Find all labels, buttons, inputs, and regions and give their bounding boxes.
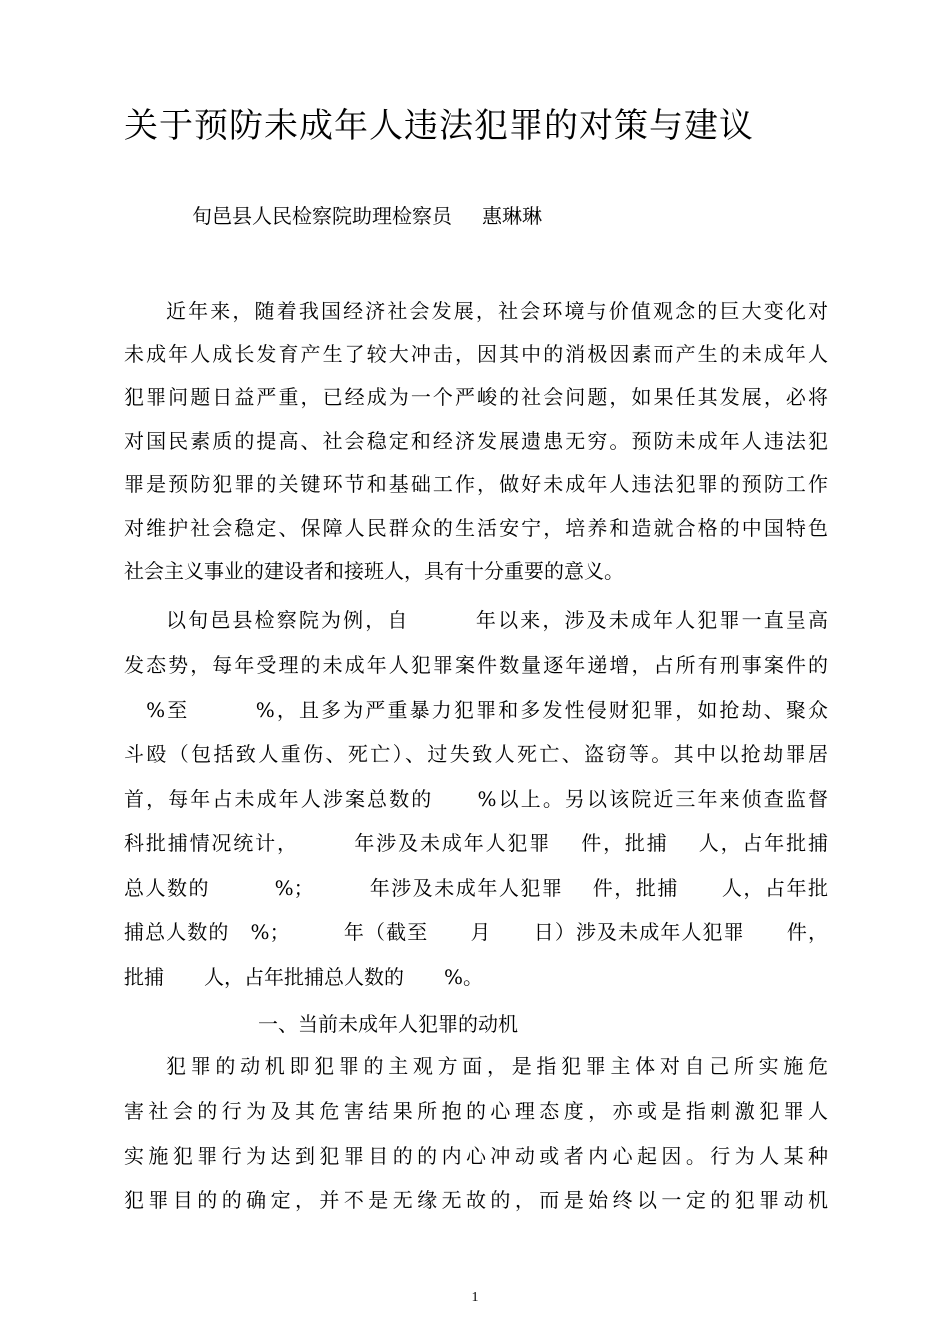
paragraph-line: 社会主义事业的建设者和接班人，具有十分重要的意义。 (124, 559, 624, 583)
paragraph-line: 斗殴（包括致人重伤、死亡）、过失致人死亡、盗窃等。其中以抢劫罪居 (124, 742, 828, 766)
paragraph-line: 首，每年占未成年人涉案总数的 %以上。另以该院近三年来侦查监督 (124, 787, 828, 811)
paragraph-line: 犯罪问题日益严重，已经成为一个严峻的社会问题，如果任其发展，必将 (124, 385, 828, 409)
paragraph-line: 犯罪的动机即犯罪的主观方面，是指犯罪主体对自己所实施危 (166, 1054, 828, 1078)
document-title: 关于预防未成年人违法犯罪的对策与建议 (124, 106, 754, 146)
paragraph-line: 以旬邑县检察院为例，自 年以来，涉及未成年人犯罪一直呈高 (166, 608, 828, 632)
paragraph-line: 未成年人成长发育产生了较大冲击，因其中的消极因素而产生的未成年人 (124, 342, 828, 366)
paragraph-line: 发态势，每年受理的未成年人犯罪案件数量逐年递增，占所有刑事案件的 (124, 653, 828, 677)
author-byline (192, 200, 542, 229)
paragraph-line: 对维护社会稳定、保障人民群众的生活安宁，培养和造就合格的中国特色 (124, 516, 828, 540)
page-number: 1 (471, 1290, 479, 1305)
section-heading: 一、当前未成年人犯罪的动机 (258, 1012, 518, 1036)
paragraph-line: 科批捕情况统计， 年涉及未成年人犯罪 件，批捕 人，占年批捕 (124, 831, 828, 855)
paragraph-line: 捕总人数的 %； 年（截至 月 日）涉及未成年人犯罪 件， (124, 920, 828, 944)
paragraph-line: 实施犯罪行为达到犯罪目的的内心冲动或者内心起因。行为人某种 (124, 1144, 828, 1168)
paragraph-line: %至 %，且多为严重暴力犯罪和多发性侵财犯罪，如抢劫、聚众 (124, 698, 828, 722)
paragraph-line: 对国民素质的提高、社会稳定和经济发展遗患无穷。预防未成年人违法犯 (124, 429, 828, 453)
author-affiliation: 旬邑县人民检察院助理检察员 (192, 204, 452, 228)
author-name: 惠琳琳 (482, 204, 542, 228)
paragraph-line: 罪是预防犯罪的关键环节和基础工作，做好未成年人违法犯罪的预防工作 (124, 472, 828, 496)
paragraph-line: 近年来，随着我国经济社会发展，社会环境与价值观念的巨大变化对 (166, 299, 828, 323)
paragraph-line: 总人数的 %； 年涉及未成年人犯罪 件，批捕 人，占年批 (124, 876, 828, 900)
paragraph-line: 批捕 人，占年批捕总人数的 %。 (124, 965, 484, 989)
paragraph-line: 害社会的行为及其危害结果所抱的心理态度，亦或是指刺激犯罪人 (124, 1099, 828, 1123)
paragraph-line: 犯罪目的的确定，并不是无缘无故的，而是始终以一定的犯罪动机 (124, 1188, 828, 1212)
